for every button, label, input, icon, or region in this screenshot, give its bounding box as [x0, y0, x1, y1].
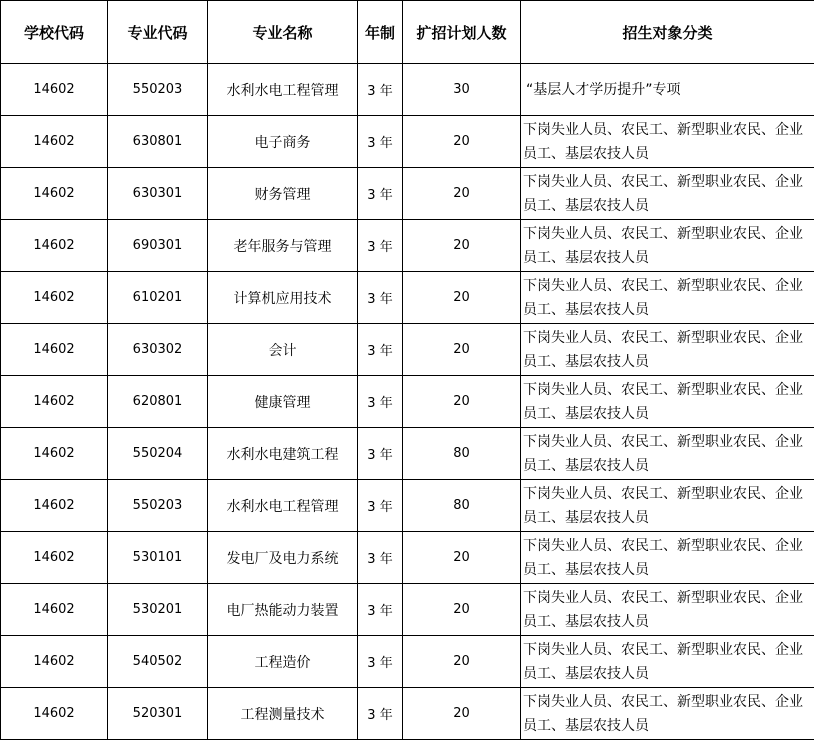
- cell-school-code: 14602: [1, 636, 108, 688]
- header-target: 招生对象分类: [521, 1, 814, 64]
- cell-target: 下岗失业人员、农民工、新型职业农民、企业员工、基层农技人员: [521, 272, 814, 324]
- header-major-name: 专业名称: [208, 1, 358, 64]
- table-row: [1, 168, 814, 220]
- cell-major-code: 630302: [108, 324, 208, 376]
- cell-major-name: 工程造价: [208, 636, 358, 688]
- cell-major-name: 电子商务: [208, 116, 358, 168]
- table-row: [1, 116, 814, 168]
- header-school-code: 学校代码: [1, 1, 108, 64]
- cell-duration: 3 年: [358, 584, 403, 636]
- cell-plan-count: 20: [403, 636, 521, 688]
- header-major-code: 专业代码: [108, 1, 208, 64]
- cell-target: 下岗失业人员、农民工、新型职业农民、企业员工、基层农技人员: [521, 376, 814, 428]
- cell-school-code: 14602: [1, 376, 108, 428]
- cell-plan-count: 20: [403, 220, 521, 272]
- cell-school-code: 14602: [1, 116, 108, 168]
- cell-school-code: 14602: [1, 272, 108, 324]
- cell-major-code: 530201: [108, 584, 208, 636]
- cell-target: 下岗失业人员、农民工、新型职业农民、企业员工、基层农技人员: [521, 116, 814, 168]
- cell-target: 下岗失业人员、农民工、新型职业农民、企业员工、基层农技人员: [521, 168, 814, 220]
- cell-plan-count: 80: [403, 480, 521, 532]
- cell-major-name: 发电厂及电力系统: [208, 532, 358, 584]
- cell-major-name: 水利水电工程管理: [208, 64, 358, 116]
- cell-plan-count: 20: [403, 688, 521, 740]
- cell-plan-count: 20: [403, 168, 521, 220]
- cell-major-code: 630801: [108, 116, 208, 168]
- cell-major-code: 550203: [108, 64, 208, 116]
- cell-duration: 3 年: [358, 480, 403, 532]
- cell-target: “基层人才学历提升”专项: [521, 64, 814, 116]
- cell-major-name: 会计: [208, 324, 358, 376]
- cell-duration: 3 年: [358, 532, 403, 584]
- cell-major-code: 540502: [108, 636, 208, 688]
- cell-duration: 3 年: [358, 324, 403, 376]
- table-body: [1, 64, 814, 740]
- cell-major-name: 健康管理: [208, 376, 358, 428]
- header-duration: 年制: [358, 1, 403, 64]
- cell-major-name: 财务管理: [208, 168, 358, 220]
- cell-major-code: 550204: [108, 428, 208, 480]
- cell-school-code: 14602: [1, 584, 108, 636]
- cell-target: 下岗失业人员、农民工、新型职业农民、企业员工、基层农技人员: [521, 636, 814, 688]
- cell-target: 下岗失业人员、农民工、新型职业农民、企业员工、基层农技人员: [521, 688, 814, 740]
- table-row: [1, 688, 814, 740]
- table-row: [1, 64, 814, 116]
- table-row: [1, 636, 814, 688]
- table-row: [1, 532, 814, 584]
- cell-duration: 3 年: [358, 272, 403, 324]
- cell-plan-count: 20: [403, 272, 521, 324]
- cell-target: 下岗失业人员、农民工、新型职业农民、企业员工、基层农技人员: [521, 584, 814, 636]
- cell-target: 下岗失业人员、农民工、新型职业农民、企业员工、基层农技人员: [521, 532, 814, 584]
- cell-major-name: 计算机应用技术: [208, 272, 358, 324]
- cell-plan-count: 80: [403, 428, 521, 480]
- cell-plan-count: 20: [403, 532, 521, 584]
- cell-major-code: 690301: [108, 220, 208, 272]
- table-row: [1, 220, 814, 272]
- cell-plan-count: 20: [403, 116, 521, 168]
- cell-school-code: 14602: [1, 532, 108, 584]
- table-header: [1, 1, 814, 64]
- cell-duration: 3 年: [358, 64, 403, 116]
- header-plan-count: 扩招计划人数: [403, 1, 521, 64]
- table-row: [1, 324, 814, 376]
- header-row: [1, 1, 814, 64]
- table-row: [1, 480, 814, 532]
- cell-major-name: 电厂热能动力装置: [208, 584, 358, 636]
- cell-school-code: 14602: [1, 480, 108, 532]
- cell-school-code: 14602: [1, 168, 108, 220]
- cell-major-code: 620801: [108, 376, 208, 428]
- cell-duration: 3 年: [358, 376, 403, 428]
- table-row: [1, 376, 814, 428]
- cell-major-name: 水利水电工程管理: [208, 480, 358, 532]
- cell-major-code: 610201: [108, 272, 208, 324]
- cell-plan-count: 20: [403, 584, 521, 636]
- cell-target: 下岗失业人员、农民工、新型职业农民、企业员工、基层农技人员: [521, 324, 814, 376]
- cell-plan-count: 20: [403, 376, 521, 428]
- cell-plan-count: 30: [403, 64, 521, 116]
- table-row: [1, 584, 814, 636]
- cell-school-code: 14602: [1, 428, 108, 480]
- cell-school-code: 14602: [1, 324, 108, 376]
- cell-duration: 3 年: [358, 688, 403, 740]
- cell-duration: 3 年: [358, 220, 403, 272]
- cell-plan-count: 20: [403, 324, 521, 376]
- cell-school-code: 14602: [1, 688, 108, 740]
- cell-major-name: 老年服务与管理: [208, 220, 358, 272]
- table-row: [1, 428, 814, 480]
- cell-major-code: 530101: [108, 532, 208, 584]
- cell-target: 下岗失业人员、农民工、新型职业农民、企业员工、基层农技人员: [521, 480, 814, 532]
- cell-duration: 3 年: [358, 428, 403, 480]
- cell-duration: 3 年: [358, 116, 403, 168]
- cell-major-name: 工程测量技术: [208, 688, 358, 740]
- cell-duration: 3 年: [358, 168, 403, 220]
- cell-major-code: 550203: [108, 480, 208, 532]
- cell-school-code: 14602: [1, 64, 108, 116]
- cell-duration: 3 年: [358, 636, 403, 688]
- cell-target: 下岗失业人员、农民工、新型职业农民、企业员工、基层农技人员: [521, 428, 814, 480]
- cell-major-code: 520301: [108, 688, 208, 740]
- cell-school-code: 14602: [1, 220, 108, 272]
- cell-target: 下岗失业人员、农民工、新型职业农民、企业员工、基层农技人员: [521, 220, 814, 272]
- cell-major-code: 630301: [108, 168, 208, 220]
- cell-major-name: 水利水电建筑工程: [208, 428, 358, 480]
- table-row: [1, 272, 814, 324]
